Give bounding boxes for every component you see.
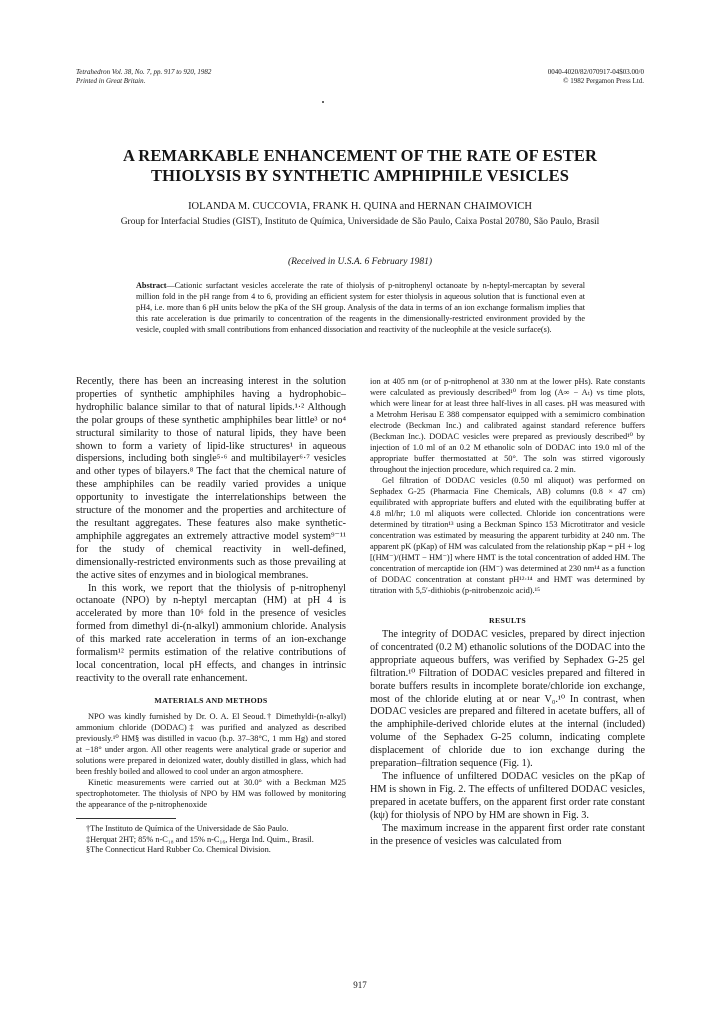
printed-in-line: Printed in Great Britain. (76, 77, 146, 85)
affiliation: Group for Interfacial Studies (GIST), Instituto de Química, Universidade de São Paulo, Caixa Postal 20780, São Paulo, Brasil (120, 217, 600, 227)
article-code: 0040-4020/82/070917-04$03.00/0 (547, 68, 644, 76)
methods-paragraph-1: NPO was kindly furnished by Dr. O. A. El Seoud.† Dimethyldi-(n-alkyl) ammonium chloride (DODAC)‡ was purified and analyzed as described previously.¹⁰ HM§ was distilled in vacuo (b.p. 37–38°C, 1 mm Hg) and stored at −18° under argon. All other reagents were analytical grade or superior and solutions were prepared in deionized water, doubly distilled in glass, which had been freshly boiled and allowed to cool under an argon atmosphere. (76, 711, 346, 776)
speck-mark (322, 101, 324, 103)
results-paragraph-2: The influence of unfiltered DODAC vesicles on the pKap of HM is shown in Fig. 2. The effects of unfiltered DODAC vesicles, prepared in acetate buffers, on the apparent first order rate constant (kψ) for thiolysis of NPO by HM are shown in Fig. 3. (370, 770, 645, 821)
article-title (60, 146, 660, 186)
intro-paragraph-2: In this work, we report that the thiolysis of p-nitrophenyl octanoate (NPO) by n-heptyl mercaptan (HM) at pH 4 is accelerated by more than 10⁶ fold in the presence of vesicles formed from dimethyl di-(n-alkyl) ammonium chloride. Analysis of this marked rate acceleration in terms of an ion-exchange formalism¹² permits estimation of the relative contributions of local concentration, local pH effects, and changes in intrinsic reactivity to the overall rate enhancement. (76, 582, 346, 684)
journal-citation (76, 68, 211, 86)
title-line-1: A REMARKABLE ENHANCEMENT OF THE RATE OF ESTER (122, 146, 598, 165)
intro-paragraph-1: Recently, there has been an increasing interest in the solution properties of synthetic amphiphiles having a hydrophobic–hydrophilic balance similar to that of natural lipids.¹·² Although the polar groups of these synthetic amphiphiles bear little³ or no⁴ structural similarity to those of natural lipids, they have been shown to form a variety of lipid-like structures¹ in aqueous dispersions, including both single⁵·⁶ and multibilayer⁶·⁷ vesicles and other types of bilayers.⁸ The fact that the chemical nature of these amphiphiles can be readily varied provides a unique opportunity to investigate the interrelationships between the structure of the monomer and the properties and architecture of the resultant aggregates. These features also make synthetic-amphiphile aggregates an extremely attractive model system⁹⁻¹¹ for the study of chemical reactivity in well-defined, dimensionally-restricted environments such as those prevailing at the active sites of enzymes and in biological membranes. (76, 376, 346, 581)
results-paragraph-1: The integrity of DODAC vesicles, prepared by direct injection of concentrated (0.2 M) ethanolic solutions of the DODAC into the appropriate aqueous buffers, was verified by Sephadex G-25 gel filtration.¹⁰ Filtration of DODAC vesicles prepared and filtered in borate buffers results in incomplete borate/chloride ion exchange, most of the chloride eluting at or near V₀.¹⁰ In contrast, when DODAC vesicles are prepared and filtered in acetate buffers, all of the amphiphile-derived chloride elutes at the internal (included) volume of the Sephadex G-25 column, indicating complete displacement of chloride due to ion exchange during the preparation–filtration sequence (Fig. 1). (370, 629, 645, 770)
footnote-rule (76, 818, 176, 819)
copyright-line: © 1982 Pergamon Press Ltd. (563, 77, 644, 85)
methods-cont-paragraph-1: ion at 405 nm (or of p-nitrophenol at 330 nm at the lower pHs). Rate constants were calculated as previously described¹⁰ from log (A∞ − Aₜ) vs time plots, which were linear for at least three half-lives in all cases. pH was measured with a Metrohm Herisau E 388 compensator equipped with a semimicro combination electrode (Beckman Inc.) and calibrated against standard reference buffers (Beckman Inc.). DODAC vesicles were prepared as previously described¹⁰ by injection of 1.0 ml of an 0.2 M ethanolic soln of DODAC into 19.0 ml of the appropriate buffer thermostatted at 50°. The soln was stirred vigorously throughout the injection procedure, which required ca. 2 min. (370, 377, 645, 474)
copyright-block (548, 68, 644, 86)
right-column (370, 376, 645, 848)
methods-paragraph-2: Kinetic measurements were carried out at 30.0° with a Beckman M25 spectrophotometer. The thiolysis of NPO by HM was followed by monitoring the appearance of the p-nitrophenoxide (76, 777, 346, 809)
abstract-text: —Cationic surfactant vesicles accelerate the rate of thiolysis of p-nitrophenyl octanoate by n-heptyl-mercaptan by several million fold in the pH range from 4 to 6, providing an efficient system for ester thiolysis in aqueous solution that is functional even at pH4, i.e. more than 6 pH units below the pKa of the SH group. Analysis of the data in terms of an ion exchange formalism implies that this rate acceleration is due primarily to concentration of the reagents in the dimensionally-restricted environment provided by the vesicle, coupled with small contributions from enhanced dissociation and reactivity of the nucleophile at the vesicle surface(s). (136, 281, 585, 334)
title-line-2: THIOLYSIS BY SYNTHETIC AMPHIPHILE VESICLES (150, 166, 570, 185)
abstract (136, 280, 585, 335)
section-heading-results: RESULTS (489, 616, 526, 625)
footnote-2: ‡Herquat 2HT; 85% n-C₁₈ and 15% n-C₁₆, Herga Ind. Quim., Brasil. (86, 834, 314, 844)
received-date: (Received in U.S.A. 6 February 1981) (287, 257, 433, 267)
footnote-3: §The Connecticut Hard Rubber Co. Chemical Division. (86, 845, 271, 855)
abstract-label: Abstract (136, 281, 167, 290)
journal-citation-line: Tetrahedron Vol. 38, No. 7, pp. 917 to 920, 1982 (76, 68, 212, 76)
page-number: 917 (353, 980, 367, 990)
section-heading-methods: MATERIALS AND METHODS (154, 695, 268, 705)
footnote-1: †The Instituto de Química of the Universidade de São Paulo. (86, 823, 289, 833)
methods-cont-paragraph-2: Gel filtration of DODAC vesicles (0.50 ml aliquot) was performed on Sephadex G-25 (Pharmacia Fine Chemicals, AB) columns (0.8 × 47 cm) equilibrated with appropriate buffers and eluted with the equilibrating buffer at 4.8 ml/hr; 1.0 ml aliquots were collected. Chloride ion concentrations were determined by titration¹³ using a Beckman Spinco 153 Microtitrator and vesicle concentration was estimated by measuring the apparent turbidity at 240 nm. The apparent pK (pKap) of HM was calculated from the relationship pKap = pH + log [(HM⁻)/(HMT − HM⁻)] where HMT is the total concentration of added HM. The concentration of mercaptide ion (HM⁻) was determined at 230 nm¹⁴ as a function of DODAC concentration at constant pH¹²·¹⁴ and HMT was determined by titration with 5,5′-dithiobis (p-nitrobenzoic acid).¹⁵ (370, 476, 645, 595)
authors: IOLANDA M. CUCCOVIA, FRANK H. QUINA and HERNAN CHAIMOVICH (188, 201, 532, 212)
results-paragraph-3: The maximum increase in the apparent first order rate constant in the presence of vesicles was calculated from (370, 822, 645, 847)
left-column (76, 376, 346, 856)
